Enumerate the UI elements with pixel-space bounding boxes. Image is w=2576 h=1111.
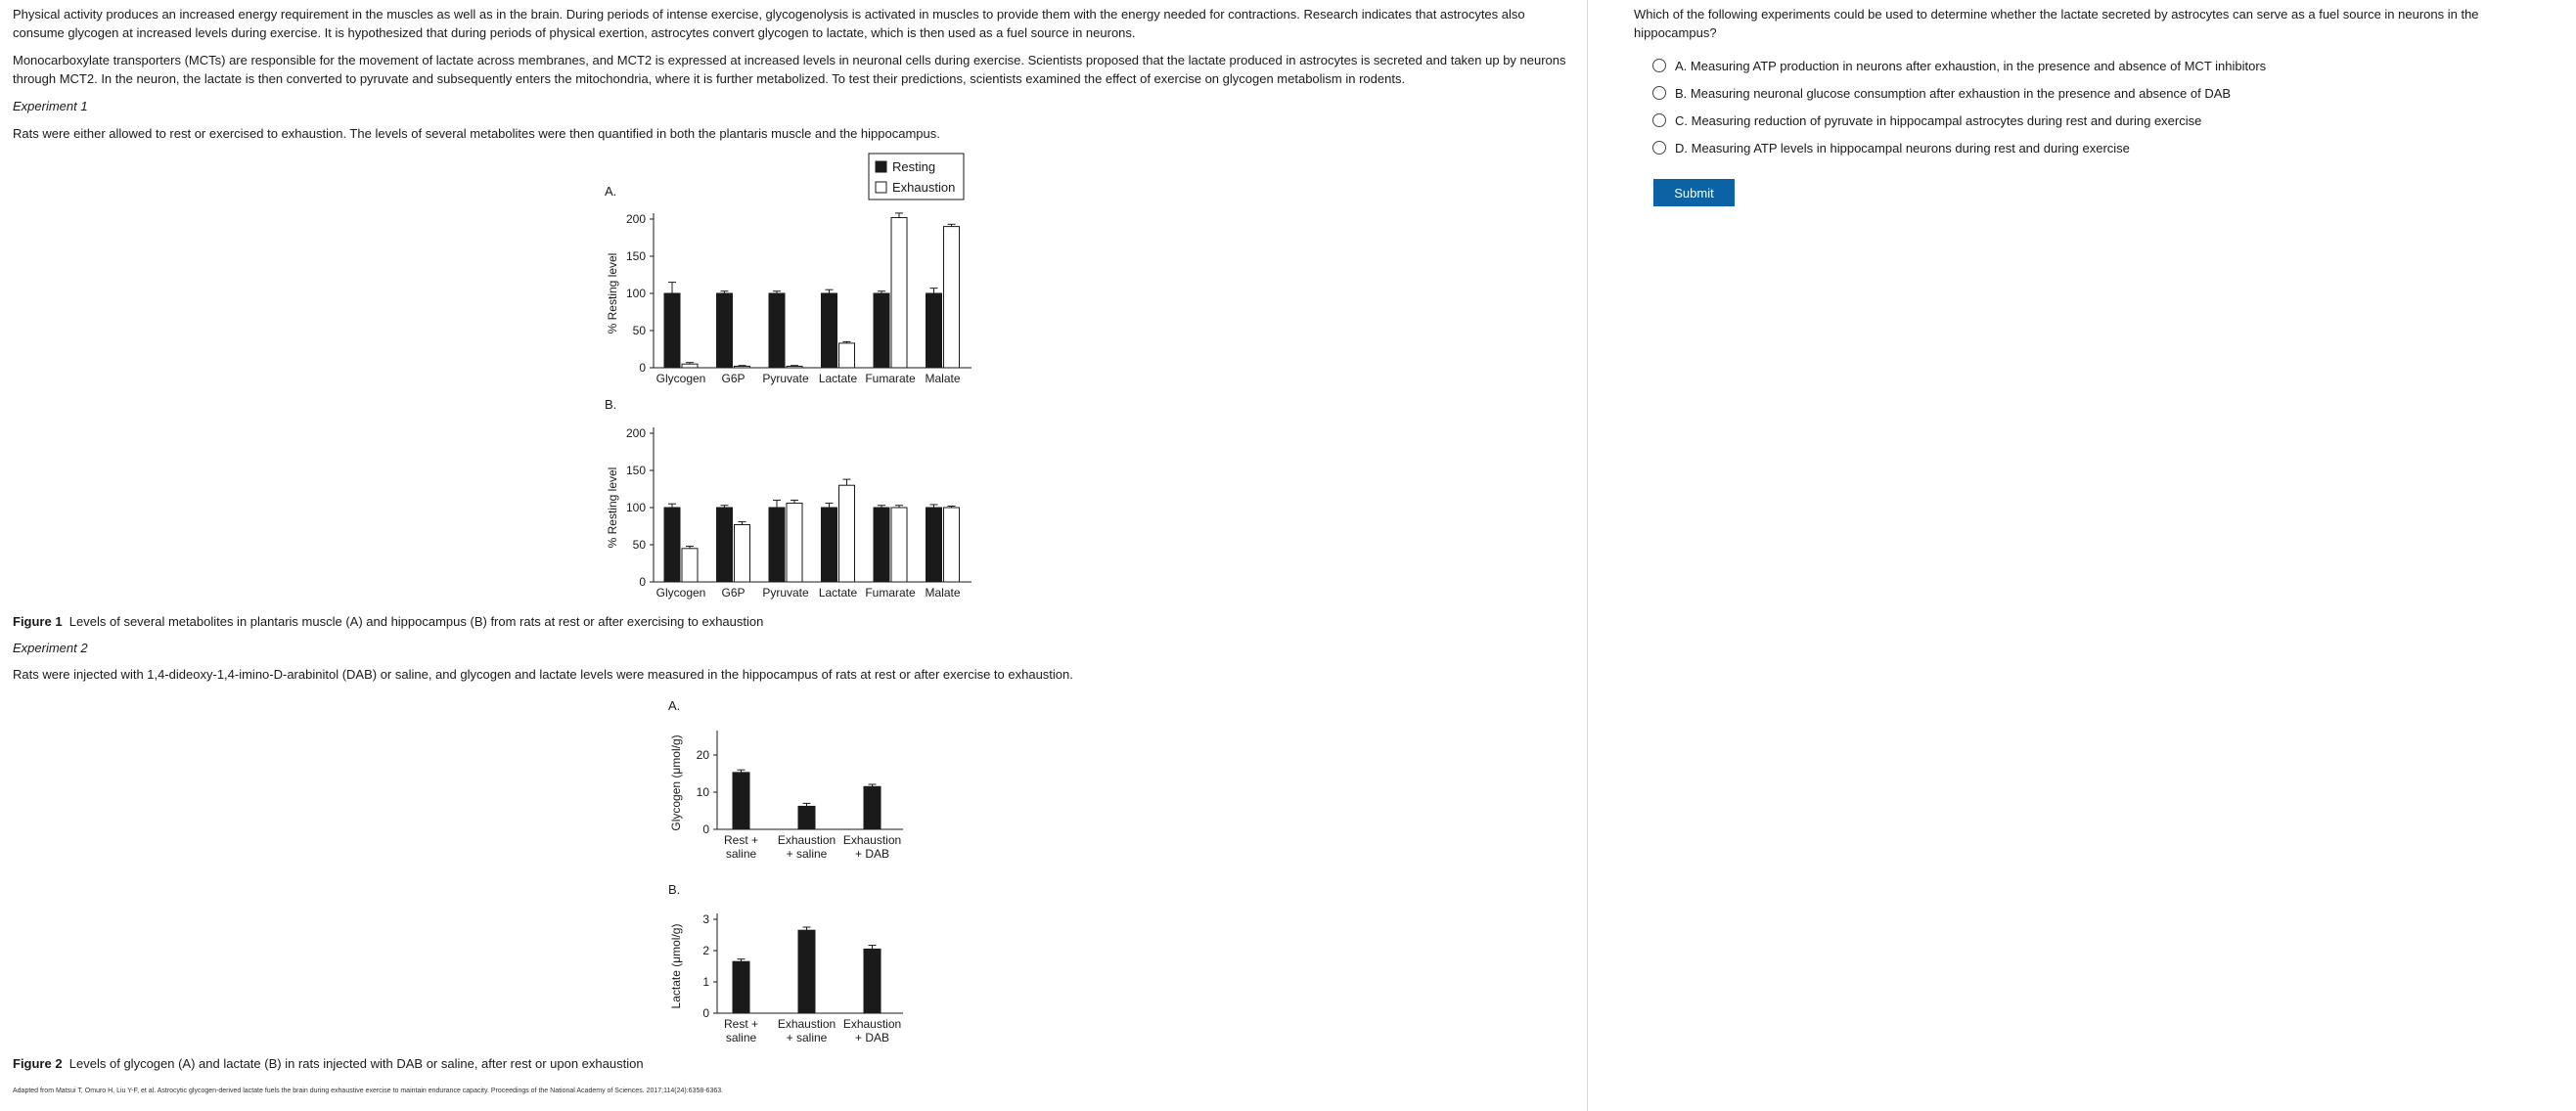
option-letter: C. <box>1675 112 1688 128</box>
bar <box>874 508 889 582</box>
option-text: Measuring ATP levels in hippocampal neurons during rest and during exercise <box>1691 140 2130 156</box>
bar <box>874 293 889 368</box>
x-tick-label-line: Pyruvate <box>762 372 809 385</box>
x-tick-label <box>721 372 745 385</box>
bar <box>822 508 837 582</box>
bar <box>891 217 907 368</box>
bar <box>717 508 733 582</box>
y-tick-label: 0 <box>639 575 646 589</box>
figure-1-caption <box>13 614 763 629</box>
x-tick-label-line: Lactate <box>818 586 858 600</box>
x-tick-label-line: Fumarate <box>865 372 916 385</box>
x-tick-label <box>778 833 836 861</box>
radio-button-icon[interactable] <box>1652 113 1666 127</box>
bar <box>822 293 837 368</box>
x-tick-label <box>656 372 706 385</box>
x-tick-label-line: Exhaustion <box>777 833 836 847</box>
y-tick-label: 2 <box>702 944 709 957</box>
x-tick-label-line: Lactate <box>818 372 858 385</box>
answer-option-c[interactable] <box>1652 111 2553 129</box>
bar <box>787 366 802 368</box>
bar <box>864 786 881 829</box>
x-tick-label <box>724 833 758 861</box>
answer-option-d[interactable] <box>1652 139 2553 156</box>
experiment-1-title: Experiment 1 <box>13 99 88 113</box>
experiment-2-text: Rats were injected with 1,4-dideoxy-1,4-imino-D-arabinitol (DAB) or saline, and glycogen and lactate levels were measured in the hippocampus of rats at rest or after exercise to exhaustion. <box>13 667 1073 682</box>
experiment-1-text: Rats were either allowed to rest or exercised to exhaustion. The levels of several metabolites were then quantified in both the plantaris muscle and the hippocampus. <box>13 126 940 141</box>
x-tick-label-line: + saline <box>786 1031 828 1044</box>
bar <box>926 293 942 368</box>
legend-swatch-exhaustion <box>876 182 886 193</box>
x-tick-label <box>819 372 858 385</box>
bar <box>839 343 855 368</box>
panel-label: A. <box>668 698 681 713</box>
x-tick-label <box>925 372 960 385</box>
panel-label: A. <box>605 184 617 199</box>
bar <box>735 524 750 582</box>
y-axis-label: Glycogen (μmol/g) <box>669 734 683 831</box>
x-tick-label-line: Glycogen <box>655 372 706 385</box>
y-tick-label: 150 <box>625 464 646 477</box>
bar <box>891 508 907 582</box>
bar <box>798 806 815 829</box>
x-tick-label-line: Pyruvate <box>762 586 809 600</box>
figure-1 <box>597 149 988 608</box>
bar <box>787 503 802 582</box>
y-tick-label: 50 <box>632 324 646 337</box>
y-tick-label: 10 <box>696 785 709 799</box>
x-tick-label <box>721 586 745 600</box>
x-tick-label-line: + DAB <box>854 1031 890 1044</box>
figure-2 <box>668 692 923 1054</box>
y-tick-label: 3 <box>702 912 709 926</box>
x-tick-label <box>865 372 916 385</box>
legend-swatch-resting <box>876 161 886 172</box>
answer-option-b[interactable] <box>1652 84 2553 102</box>
panel-label: B. <box>668 882 681 897</box>
x-tick-label-line: Fumarate <box>865 586 916 600</box>
y-tick-label: 200 <box>625 426 646 440</box>
bar <box>944 508 960 582</box>
y-axis-label: % Resting level <box>606 252 619 334</box>
x-tick-label-line: Exhaustion <box>842 833 902 847</box>
bar <box>864 949 881 1013</box>
y-axis-label: Lactate (μmol/g) <box>669 923 683 1009</box>
x-tick-label-line: + DAB <box>854 847 890 861</box>
bar <box>944 227 960 368</box>
radio-button-icon[interactable] <box>1652 141 1666 155</box>
bar <box>769 508 785 582</box>
radio-button-icon[interactable] <box>1652 86 1666 100</box>
y-tick-label: 150 <box>625 249 646 263</box>
figure-1-caption-label: Figure 1 <box>13 614 63 629</box>
y-tick-label: 100 <box>625 501 646 514</box>
question-pane <box>1588 0 2576 1111</box>
figure-1-caption-text: Levels of several metabolites in plantaris muscle (A) and hippocampus (B) from rats at rest or after exercising to exhaustion <box>62 614 764 629</box>
x-tick-label <box>762 372 809 385</box>
x-tick-label-line: saline <box>725 847 757 861</box>
x-tick-label <box>778 1017 836 1044</box>
bar <box>733 961 749 1013</box>
y-tick-label: 1 <box>702 975 709 989</box>
figure-2-panel-a <box>668 698 903 861</box>
figure-1-panel-a <box>605 184 972 385</box>
experiment-2-title: Experiment 2 <box>13 641 88 655</box>
x-tick-label-line: saline <box>725 1031 757 1044</box>
x-tick-label-line: Glycogen <box>655 586 706 600</box>
figure-1-panel-b <box>605 397 972 600</box>
bar <box>839 485 855 582</box>
source-citation: Adapted from Matsui T, Omuro H, Liu Y-F, et al. Astrocytic glycogen-derived lactate fuels the brain during exhaustive exercise to maintain endurance capacity. Proceedings of the National Academy of Sciences. 2017;114(24):6358-6363. <box>13 1088 724 1094</box>
x-tick-label-line: G6P <box>721 372 746 385</box>
bar <box>769 293 785 368</box>
y-tick-label: 50 <box>632 538 646 552</box>
legend-label-exhaustion: Exhaustion <box>892 180 956 195</box>
x-tick-label <box>925 586 960 600</box>
passage-paragraph-1: Physical activity produces an increased energy requirement in the muscles as well as in the brain. During periods of intense exercise, glycogenolysis is activated in muscles to provide them with the energy needed for contractions. Research indicates that astrocytes also consume glycogen at increased levels during exercise. It is hypothesized that during periods of physical exertion, astrocytes convert glycogen to lactate, which is then used as a fuel source in neurons. <box>13 7 1525 40</box>
x-tick-label-line: Malate <box>925 372 961 385</box>
y-tick-label: 20 <box>696 748 709 762</box>
option-text: Measuring neuronal glucose consumption after exhaustion in the presence and absence of DAB <box>1690 85 2232 101</box>
x-tick-label-line: Exhaustion <box>842 1017 902 1031</box>
x-tick-label-line: Exhaustion <box>777 1017 836 1031</box>
bar <box>664 293 680 368</box>
option-text: Measuring reduction of pyruvate in hippocampal astrocytes during rest and during exercise <box>1691 112 2202 128</box>
y-tick-label: 0 <box>639 361 646 375</box>
radio-button-icon[interactable] <box>1652 59 1666 72</box>
bar <box>717 293 733 368</box>
x-tick-label-line: Rest + <box>723 833 759 847</box>
x-tick-label <box>843 833 901 861</box>
y-tick-label: 200 <box>625 212 646 226</box>
bar <box>798 930 815 1013</box>
figure-2-caption <box>13 1056 644 1071</box>
y-tick-label: 0 <box>702 1006 709 1020</box>
x-tick-label <box>762 586 809 600</box>
x-tick-label-line: Rest + <box>723 1017 759 1031</box>
y-axis-label: % Resting level <box>606 467 619 549</box>
figure-2-panel-b <box>668 882 903 1044</box>
submit-button[interactable]: Submit <box>1653 179 1735 206</box>
x-tick-label <box>656 586 706 600</box>
option-letter: B. <box>1675 85 1688 101</box>
x-tick-label <box>865 586 916 600</box>
x-tick-label-line: Malate <box>925 586 961 600</box>
bar <box>664 508 680 582</box>
bar <box>682 364 698 368</box>
bar <box>733 773 749 829</box>
figure-1-legend <box>869 154 964 200</box>
question-stem: Which of the following experiments could be used to determine whether the lactate secreted by astrocytes can serve as a fuel source in neurons in the hippocampus? <box>1634 7 2479 40</box>
bar <box>926 508 942 582</box>
legend-label-resting: Resting <box>892 159 936 174</box>
passage-paragraph-2: Monocarboxylate transporters (MCTs) are responsible for the movement of lactate across membranes, and MCT2 is expressed at increased levels in neuronal cells during exercise. Scientists proposed that the lactate produced in astrocytes is secreted and taken up by neurons through MCT2. In the neuron, the lactate is then converted to pyruvate and subsequently enters the mitochondria, where it is further metabolized. To test their predictions, scientists examined the effect of exercise on glycogen metabolism in rodents. <box>13 53 1566 86</box>
y-tick-label: 0 <box>702 822 709 836</box>
x-tick-label-line: + saline <box>786 847 828 861</box>
y-tick-label: 100 <box>625 287 646 300</box>
option-letter: D. <box>1675 140 1688 156</box>
bar <box>735 366 750 368</box>
option-text: Measuring ATP production in neurons after exhaustion, in the presence and absence of MCT inhibitors <box>1690 58 2267 73</box>
panel-label: B. <box>605 397 617 412</box>
x-tick-label <box>819 586 858 600</box>
bar <box>682 549 698 582</box>
experiment-2-block <box>13 639 1073 684</box>
x-tick-label <box>724 1017 758 1044</box>
x-tick-label-line: G6P <box>721 586 746 600</box>
option-letter: A. <box>1675 58 1688 73</box>
x-tick-label <box>843 1017 901 1044</box>
answer-option-a[interactable] <box>1652 57 2553 74</box>
figure-2-caption-label: Figure 2 <box>13 1056 63 1071</box>
figure-2-caption-text: Levels of glycogen (A) and lactate (B) in rats injected with DAB or saline, after rest or upon exhaustion <box>62 1056 644 1071</box>
